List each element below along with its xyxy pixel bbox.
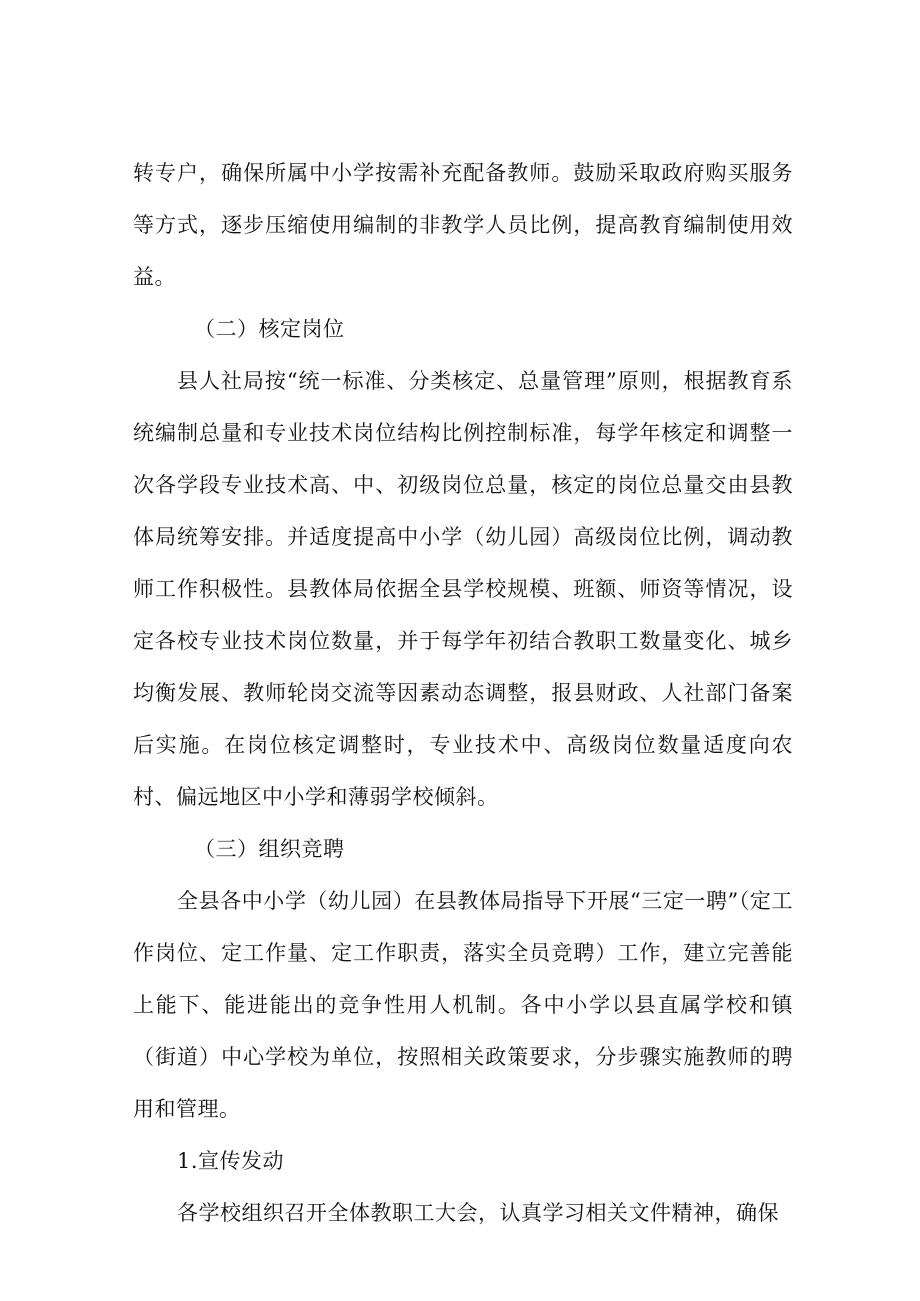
paragraph-post-verification: 县人社局按“统一标准、分类核定、总量管理”原则，根据教育系统编制总量和专业技术岗位结构比例控制标准，每学年核定和调整一次各学段专业技术高、中、初级岗位总量，核定的岗位总量交由县教体局统筹安排。并适度提高中小学（幼儿园）高级岗位比例，调动教师工作积极性。县教体局依据全县学校规模、班额、师资等情况，设定各校专业技术岗位数量，并于每学年初结合教职工数量变化、城乡均衡发展、教师轮岗交流等因素动态调整，报县财政、人社部门备案后实施。在岗位核定调整时，专业技术中、高级岗位数量适度向农村、偏远地区中小学和薄弱学校倾斜。 xyxy=(133,369,793,809)
document-body xyxy=(133,147,793,1239)
item-heading-1: 1.宣传发动 xyxy=(177,1149,285,1173)
paragraph-continuation: 转专户，确保所属中小学按需补充配备教师。鼓励采取政府购买服务等方式，逐步压缩使用编制的非教学人员比例，提高教育编制使用效益。 xyxy=(133,161,793,289)
paragraph-publicity: 各学校组织召开全体教职工大会，认真学习相关文件精神，确保 xyxy=(177,1201,779,1225)
section-heading-2: （二）核定岗位 xyxy=(194,317,345,341)
paragraph-organize-competition: 全县各中小学（幼儿园）在县教体局指导下开展“三定一聘”（定工作岗位、定工作量、定工作职责，落实全员竞聘）工作，建立完善能上能下、能进能出的竞争性用人机制。各中小学以县直属学校和镇（街道）中心学校为单位，按照相关政策要求，分步骤实施教师的聘用和管理。 xyxy=(133,889,793,1121)
section-heading-3: （三）组织竞聘 xyxy=(194,837,345,861)
